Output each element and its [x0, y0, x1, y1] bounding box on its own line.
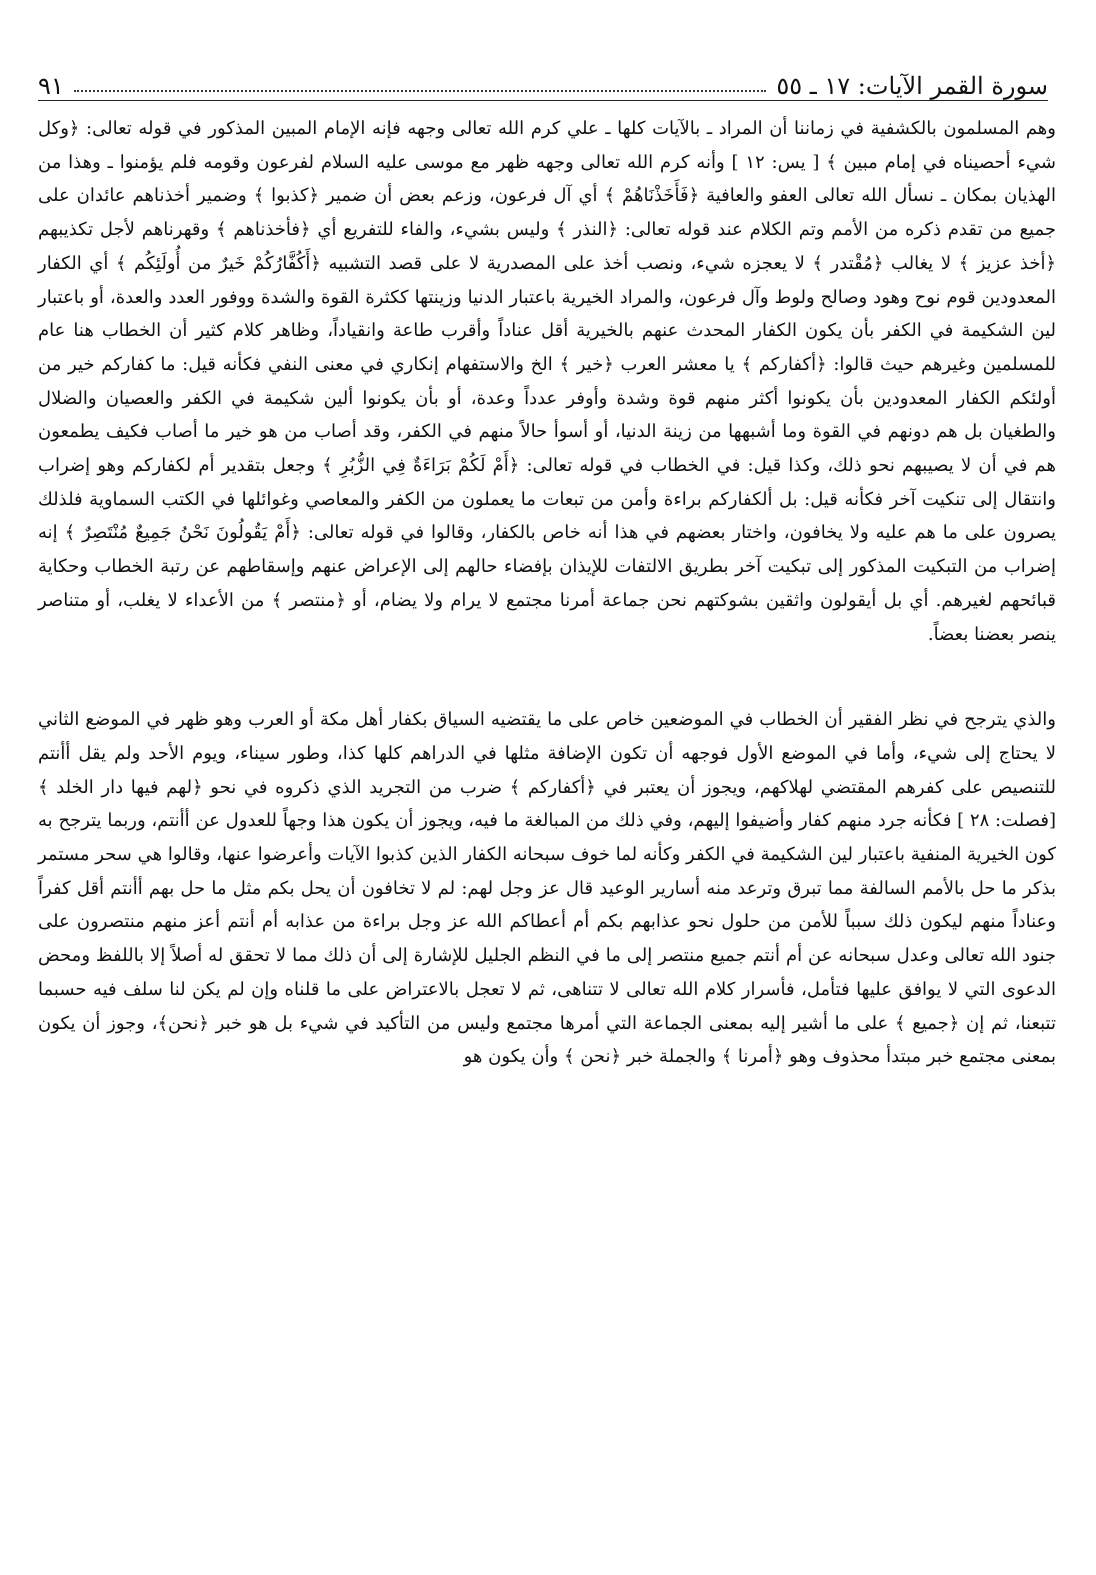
commentary-body: [38, 112, 1056, 1074]
running-title: سورة القمر الآيات: ١٧ ـ ٥٥: [776, 72, 1048, 100]
running-head: [38, 60, 1048, 101]
page-number: ٩١: [38, 72, 64, 100]
commentary-paragraph-2: والذي يترجح في نظر الفقير أن الخطاب في الموضعين خاص على ما يقتضيه السياق بكفار أهل مكة أو العرب وهو ظهر في الموضع الثاني لا يحتاج إلى شيء، وأما في الموضع الأول فوجهه أن تكون الإضافة مثلها في الدراهم كلها كذا، وطور سيناء، ويوم الأحد ولم يقل أأنتم للتنصيص على كفرهم المقتضي لهلاكهم، ويجوز أن يعتبر في ﴿أكفاركم ﴾ ضرب من التجريد الذي ذكروه في نحو ﴿لهم فيها دار الخلد ﴾ [فصلت: ٢٨ ] فكأنه جرد منهم كفار وأضيفوا إليهم، وفي ذلك من المبالغة ما فيه، ويجوز أن يكون هذا وجهاً للعدول عن أأنتم، وربما يترجح به كون الخيرية المنفية باعتبار لين الشكيمة في الكفر وكأنه لما خوف سبحانه الكفار الذين كذبوا الآيات وأعرضوا عنها، وقالوا هي سحر مستمر بذكر ما حل بالأمم السالفة مما تبرق وترعد منه أسارير الوعيد قال عز وجل لهم: لم لا تخافون أن يحل بكم مثل ما حل بهم أأنتم أقل كفراً وعناداً منهم ليكون ذلك سبباً للأمن من حلول نحو عذابهم بكم أم أعطاكم الله عز وجل براءة من عذابه أم أنتم أعز منهم منتصرون على جنود الله تعالى وعدل سبحانه عن أم أنتم جميع منتصر إلى ما في النظم الجليل للإشارة إلى أن ذلك مما لا تحقق له أصلاً إلا باللفظ ومحض الدعوى التي لا يوافق عليها فتأمل، فأسرار كلام الله تعالى لا تتناهى، ثم لا تعجل بالاعتراض على ما قلناه وإن لم يكن لنا سلف فيه حسبما تتبعنا، ثم إن ﴿جميع ﴾ على ما أشير إليه بمعنى الجماعة التي أمرها مجتمع وليس من التأكيد في شيء بل هو خبر ﴿نحن﴾، وجوز أن يكون بمعنى مجتمع خبر مبتدأ محذوف وهو ﴿أمرنا ﴾ والجملة خبر ﴿نحن ﴾ وأن يكون هو: [38, 709, 1056, 1068]
leader-dots: [74, 90, 767, 92]
commentary-paragraph-1: وهم المسلمون بالكشفية في زماننا أن المراد ـ بالآيات كلها ـ علي كرم الله تعالى وجهه فإنه الإمام المبين المذكور في قوله تعالى: ﴿وكل شيء أحصيناه في إمام مبين ﴾ [ يس: ١٢ ] وأنه كرم الله تعالى وجهه ظهر مع موسى عليه السلام لفرعون وقومه فلم يؤمنوا ـ وهذا من الهذيان بمكان ـ نسأل الله تعالى العفو والعافية ﴿فَأَخَذْنَاهُمْ ﴾ أي آل فرعون، وزعم بعض أن ضمير ﴿كذبوا ﴾ وضمير أخذناهم عائدان على جميع من تقدم ذكره من الأمم وتم الكلام عند قوله تعالى: ﴿النذر ﴾ وليس بشيء، والفاء للتفريع أي ﴿فأخذناهم ﴾ وقهرناهم لأجل تكذيبهم ﴿أخذ عزيز ﴾ لا يغالب ﴿مُقْتدر ﴾ لا يعجزه شيء، ونصب أخذ على المصدرية لا على قصد التشبيه ﴿أَكُفَّارُكُمْ خَيرٌ من أُولَئِكُم ﴾ أي الكفار المعدودين قوم نوح وهود وصالح ولوط وآل فرعون، والمراد الخيرية باعتبار الدنيا وزينتها ككثرة القوة والشدة ووفور العدد والعدة، أو باعتبار لين الشكيمة في الكفر بأن يكون الكفار المحدث عنهم بالخيرية أقل عناداً وأقرب طاعة وانقياداً، وظاهر كلام كثير أن الخطاب هنا عام للمسلمين وغيرهم حيث قالوا: ﴿أكفاركم ﴾ يا معشر العرب ﴿خير ﴾ الخ والاستفهام إنكاري في معنى النفي فكأنه قيل: ما كفاركم خير من أولئكم الكفار المعدودين بأن يكونوا أكثر منهم قوة وشدة وأوفر عدداً وعدة، أو بأن يكونوا ألين شكيمة في الكفر والعصيان والضلال والطغيان بل هم دونهم في القوة وما أشبهها من زينة الدنيا، أو أسوأ حالاً منهم في الكفر، وقد أصاب من هو خير ما أصاب فكيف يطمعون هم في أن لا يصيبهم نحو ذلك، وكذا قيل: في الخطاب في قوله تعالى: ﴿أَمْ لَكُمْ بَرَاءَةٌ فِي الزُّبُرِ ﴾ وجعل بتقدير أم لكفاركم وهو إضراب وانتقال إلى تنكيت آخر فكأنه قيل: بل ألكفاركم براءة وأمن من تبعات ما يعملون من الكفر والمعاصي وغوائلها في الكتب السماوية فلذلك يصرون على ما هم عليه ولا يخافون، واختار بعضهم في هذا أنه خاص بالكفار، وقالوا في قوله تعالى: ﴿أَمْ يَقُولُونَ نَحْنُ جَمِيعٌ مُنْتَصِرٌ ﴾ إنه إضراب من التبكيت المذكور إلى تبكيت آخر بطريق الالتفات للإيذان بإفضاء حالهم إلى الإعراض عنهم وإسقاطهم عن رتبة الخطاب وحكاية قبائحهم لغيرهم. أي بل أيقولون واثقين بشوكتهم نحن جماعة أمرنا مجتمع لا يرام ولا يضام، أو ﴿منتصر ﴾ من الأعداء لا يغلب، أو متناصر ينصر بعضنا بعضاً.: [38, 118, 1057, 645]
